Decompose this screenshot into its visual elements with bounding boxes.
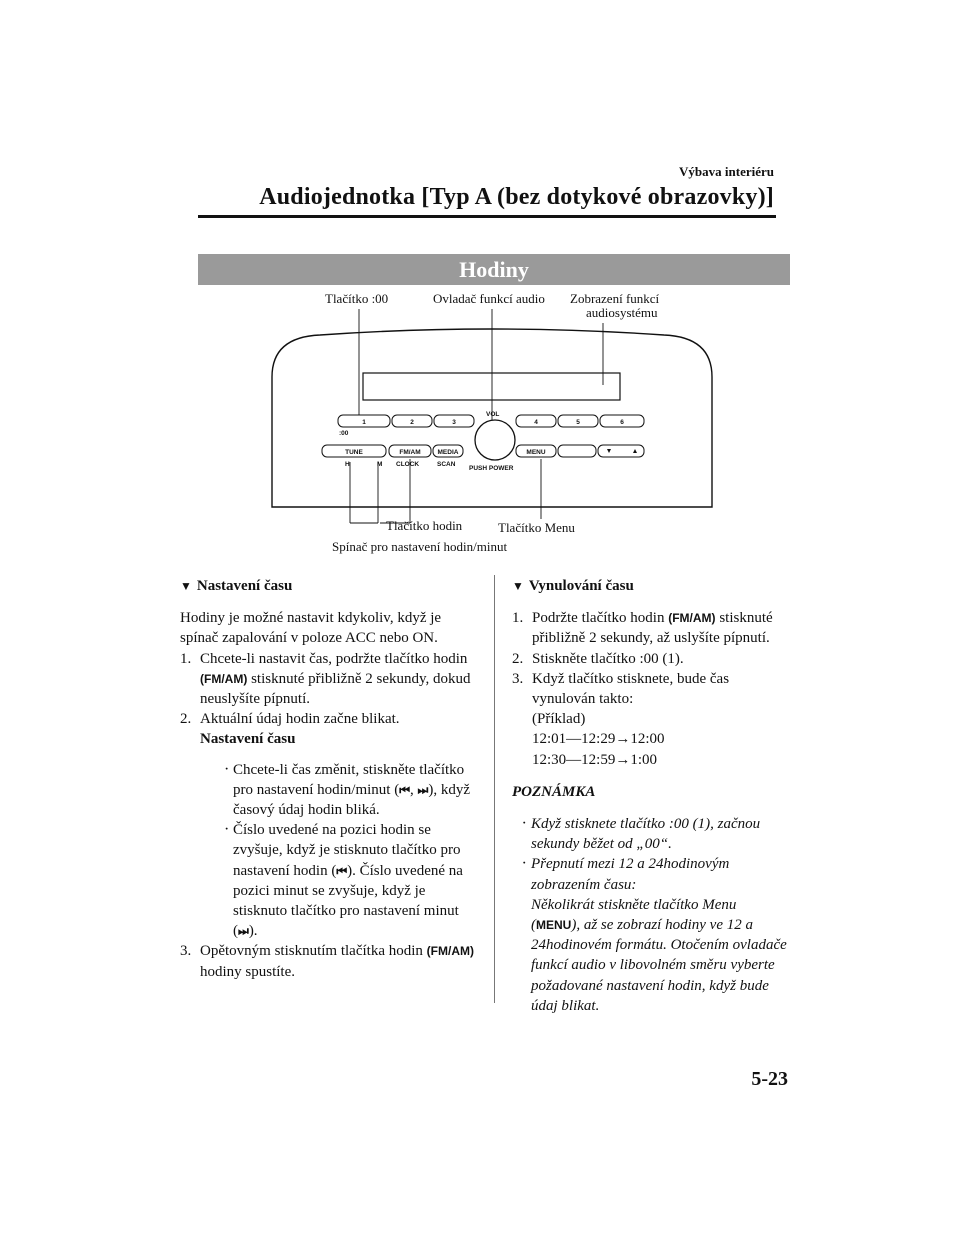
note-bullet-1: · Když stisknete tlačítko :00 (1), začnou sekundy běžet od „00“. [522,815,761,853]
header-rule [198,215,776,218]
example-line-2: 12:30―12:59→1:00 [532,751,658,768]
skip-back-icon: ⏮ [399,782,411,797]
callout-clock-button: Tlačítko hodin [386,518,463,533]
page-number: 5-23 [751,1068,788,1090]
svg-text:FM/AM: FM/AM [399,449,421,456]
sub-heading-set-time: Nastavení času [200,731,296,748]
callout-display-1: Zobrazení funkcí [570,291,660,306]
step-2: 2. Aktuální údaj hodin začne blikat. [180,711,400,728]
triangle-down-icon: ▼ [512,579,524,593]
svg-text:MENU: MENU [526,449,546,456]
page-title: Audiojednotka [Typ A (bez dotykové obrazovky)] [259,184,774,210]
reset-step-1: 1. Podržte tlačítko hodin (FM/AM) stisknuté přibližně 2 sekundy, až uslyšíte pípnutí. [512,610,773,647]
section-label: Výbava interiéru [679,164,774,179]
intro-text: Hodiny je možné nastavit kdykoliv, když je spínač zapalování v poloze ACC nebo ON. [180,610,442,647]
left-column [180,576,480,982]
svg-text:MEDIA: MEDIA [437,449,459,456]
volume-knob [475,420,515,460]
skip-forward-icon: ⏭ [417,782,429,797]
svg-text:CLOCK: CLOCK [396,461,420,468]
fmam-key: (FM/AM) [426,944,474,959]
bullet-increase: · Číslo uvedené na pozici hodin se zvyšuje, když je stisknuto tlačítko pro nastavení hodin (⏮). Číslo uvedené na pozici minut se zvyšuje, když je stisknuto tlačítko pro nastavení minut (⏭). [224,821,463,940]
callout-menu-button: Tlačítko Menu [498,520,575,535]
skip-back-icon: ⏮ [336,863,348,878]
svg-text:PUSH POWER: PUSH POWER [469,465,514,472]
section-band: Hodiny [198,254,790,285]
display-window [363,373,620,400]
note-title: POZNÁMKA [512,783,596,800]
reset-step-2: 2. Stiskněte tlačítko :00 (1). [512,650,684,667]
svg-text:2: 2 [410,419,414,426]
svg-text:4: 4 [534,419,538,426]
example-line-1: 12:01―12:29→12:00 [532,731,665,748]
callout-hm-switch: Spínač pro nastavení hodin/minut [332,539,508,554]
example-label: (Příklad) [532,711,586,728]
step-1: 1. Chcete-li nastavit čas, podržte tlačítko hodin (FM/AM) stisknuté přibližně 2 sekundy, dokud neuslyšíte pípnutí. [180,650,471,708]
fmam-key: (FM/AM) [200,671,248,686]
svg-text:SCAN: SCAN [437,461,456,468]
svg-text:M: M [377,461,383,468]
step-3: 3. Opětovným stisknutím tlačítka hodin (FM/AM) hodiny spustíte. [180,943,474,980]
heading-set-time: ▼ Nastavení času [180,576,480,596]
audio-unit-figure [260,287,725,555]
svg-text:6: 6 [620,419,624,426]
svg-text::00: :00 [339,430,349,437]
svg-text:VOL: VOL [486,411,500,418]
triangle-down-icon: ▼ [180,579,192,593]
svg-text:3: 3 [452,419,456,426]
callout-audio-control: Ovladač funkcí audio [433,291,545,306]
menu-key: MENU [536,918,572,933]
fmam-key: (FM/AM) [668,611,716,626]
right-column [512,576,787,1016]
note-bullet-2: · Přepnutí mezi 12 a 24hodinovým zobrazením času: Několikrát stiskněte tlačítko Menu (MENU), až se zobrazí hodiny ve 12 a 24hodinovém formátu. Otočením ovladače funkcí audio v libovolném směru vyberte požadované nastavení hodin, když bude údaj blikat. [522,855,787,1014]
note-block [512,814,787,1016]
svg-text:H: H [345,461,350,468]
svg-text:1: 1 [362,419,366,426]
bullet-change-time: · Chcete-li čas změnit, stiskněte tlačítko pro nastavení hodin/minut (⏮, ⏭), když časový údaj hodin bliká. [224,760,471,819]
heading-reset-time: ▼ Vynulování času [512,576,787,596]
svg-text:5: 5 [576,419,580,426]
column-divider [494,575,495,1003]
callout-button-00: Tlačítko :00 [325,291,389,306]
callout-display-2: audiosystému [586,305,658,320]
svg-text:TUNE: TUNE [345,449,363,456]
skip-forward-icon: ⏭ [238,924,249,939]
reset-step-3: 3. Když tlačítko stisknete, bude čas vynulován takto: [512,670,730,708]
